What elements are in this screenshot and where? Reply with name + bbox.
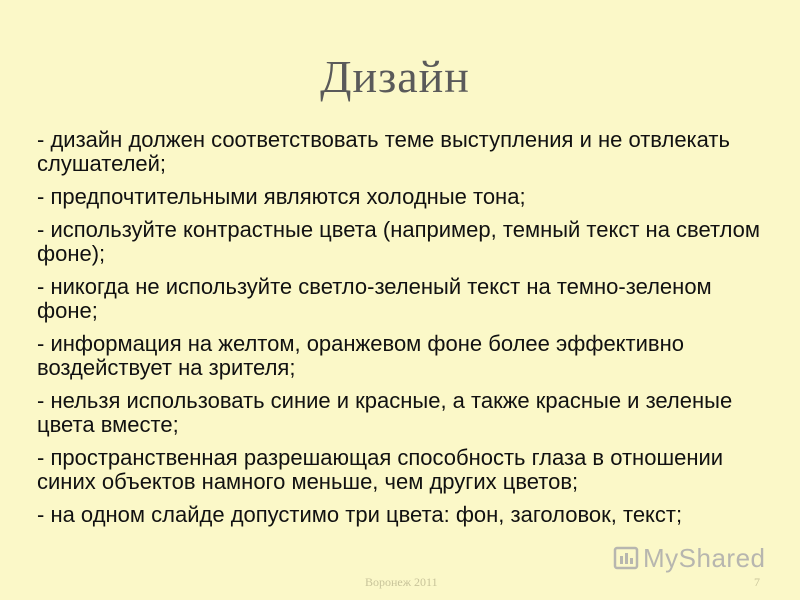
bullet-item: - пространственная разрешающая способность глаза в отношении синих объектов намного меньше, чем других цветов;	[37, 445, 724, 494]
bullet-item: - используйте контрастные цвета (например, темный текст на светлом фоне);	[37, 217, 761, 266]
bullet-list	[37, 128, 777, 536]
watermark	[612, 543, 766, 573]
myshared-logo-icon	[612, 544, 640, 572]
slide-title: Дизайн	[320, 51, 470, 102]
bullet-item: - нельзя использовать синие и красные, а также красные и зеленые цвета вместе;	[37, 388, 733, 437]
footer-page-number: 7	[754, 575, 760, 589]
footer-place: Воронеж 2011	[365, 575, 438, 589]
bullet-item: - никогда не используйте светло-зеленый текст на темно-зеленом фоне;	[37, 274, 712, 323]
watermark-text: MyShared	[643, 542, 766, 573]
bullet-item: - на одном слайде допустимо три цвета: фон, заголовок, текст;	[37, 502, 683, 527]
bullet-item: - предпочтительными являются холодные тона;	[37, 184, 526, 209]
bullet-item: - дизайн должен соответствовать теме выступления и не отвлекать слушателей;	[37, 127, 730, 176]
bullet-item: - информация на желтом, оранжевом фоне более эффективно воздействует на зрителя;	[37, 331, 684, 380]
